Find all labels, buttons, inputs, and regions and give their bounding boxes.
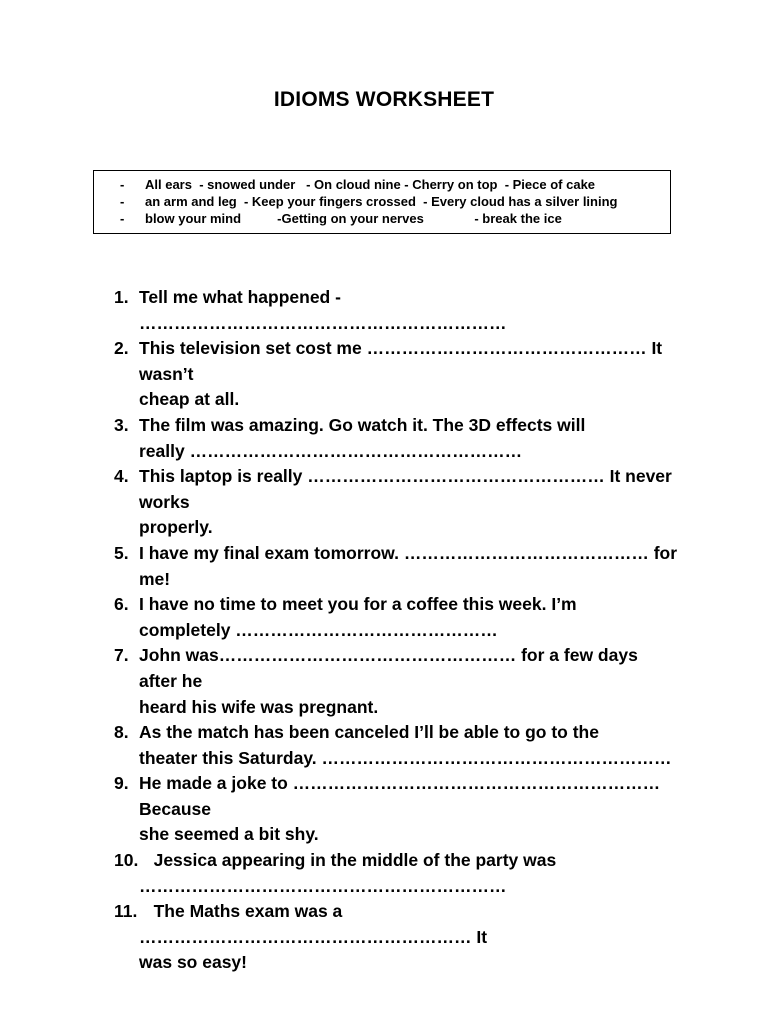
- question-item: [0, 413, 768, 464]
- question-line: cheap at all.: [139, 389, 240, 410]
- question-number: 11.: [114, 901, 138, 922]
- question-item: [0, 592, 768, 643]
- question-line: Jessica appearing in the middle of the party was: [139, 850, 557, 871]
- question-line: This television set cost me ………………………………………… It wasn’t: [139, 338, 668, 384]
- question-number: 6.: [114, 594, 129, 615]
- question-item: [0, 464, 768, 541]
- word-bank-text: blow your mind -Getting on your nerves - break the ice: [145, 211, 562, 226]
- question-item: [0, 771, 768, 848]
- question-line: heard his wife was pregnant.: [139, 696, 379, 717]
- question-number: 8.: [114, 722, 129, 743]
- question-number: 10.: [114, 850, 139, 871]
- question-line: really …………………………………………………: [139, 440, 523, 461]
- word-bank-row: [94, 194, 670, 211]
- question-number: 2.: [114, 338, 129, 359]
- question-item: [0, 848, 768, 899]
- question-line: properly.: [139, 517, 213, 538]
- question-line: Tell me what happened - ………………………………………………………: [139, 287, 507, 333]
- question-item: [0, 720, 768, 771]
- question-line: I have my final exam tomorrow. …………………………………… for: [139, 542, 678, 563]
- question-line: John was…………………………………………… for a few days after he: [139, 645, 643, 691]
- question-item: [0, 541, 768, 592]
- question-line: was so easy!: [139, 952, 247, 973]
- question-line: ………………………………………………………: [139, 875, 507, 896]
- bullet-dash: -: [120, 211, 125, 226]
- question-item: [0, 899, 768, 976]
- word-bank-text: All ears - snowed under - On cloud nine - Cherry on top - Piece of cake: [145, 177, 596, 192]
- question-item: [0, 285, 768, 336]
- question-line: I have no time to meet you for a coffee this week. I’m: [139, 594, 577, 615]
- question-list: [0, 285, 768, 976]
- question-line: The Maths exam was a ………………………………………………… It: [139, 901, 488, 947]
- question-line: theater this Saturday. ……………………………………………………: [139, 747, 672, 768]
- question-line: me!: [139, 568, 171, 589]
- question-line: she seemed a bit shy.: [139, 824, 319, 845]
- question-item: [0, 336, 768, 413]
- question-number: 9.: [114, 773, 129, 794]
- question-line: He made a joke to ……………………………………………………… Because: [139, 773, 666, 819]
- question-line: The film was amazing. Go watch it. The 3D effects will: [139, 414, 586, 435]
- bullet-dash: -: [120, 194, 125, 209]
- question-line: This laptop is really …………………………………………… It never works: [139, 466, 677, 512]
- word-bank-row: [94, 177, 670, 194]
- question-number: 1.: [114, 287, 129, 307]
- question-number: 7.: [114, 645, 129, 666]
- bullet-dash: -: [120, 177, 125, 192]
- word-bank-row: [94, 211, 670, 228]
- page-title: IDIOMS WORKSHEET: [273, 88, 495, 111]
- question-item: [0, 643, 768, 720]
- question-number: 3.: [114, 414, 129, 435]
- question-number: 5.: [114, 542, 129, 563]
- idiom-word-bank: [93, 170, 671, 234]
- question-line: As the match has been canceled I’ll be able to go to the: [139, 722, 599, 743]
- word-bank-text: an arm and leg - Keep your fingers crossed - Every cloud has a silver lining: [145, 194, 618, 209]
- question-number: 4.: [114, 466, 129, 487]
- question-line: completely ………………………………………: [139, 619, 498, 640]
